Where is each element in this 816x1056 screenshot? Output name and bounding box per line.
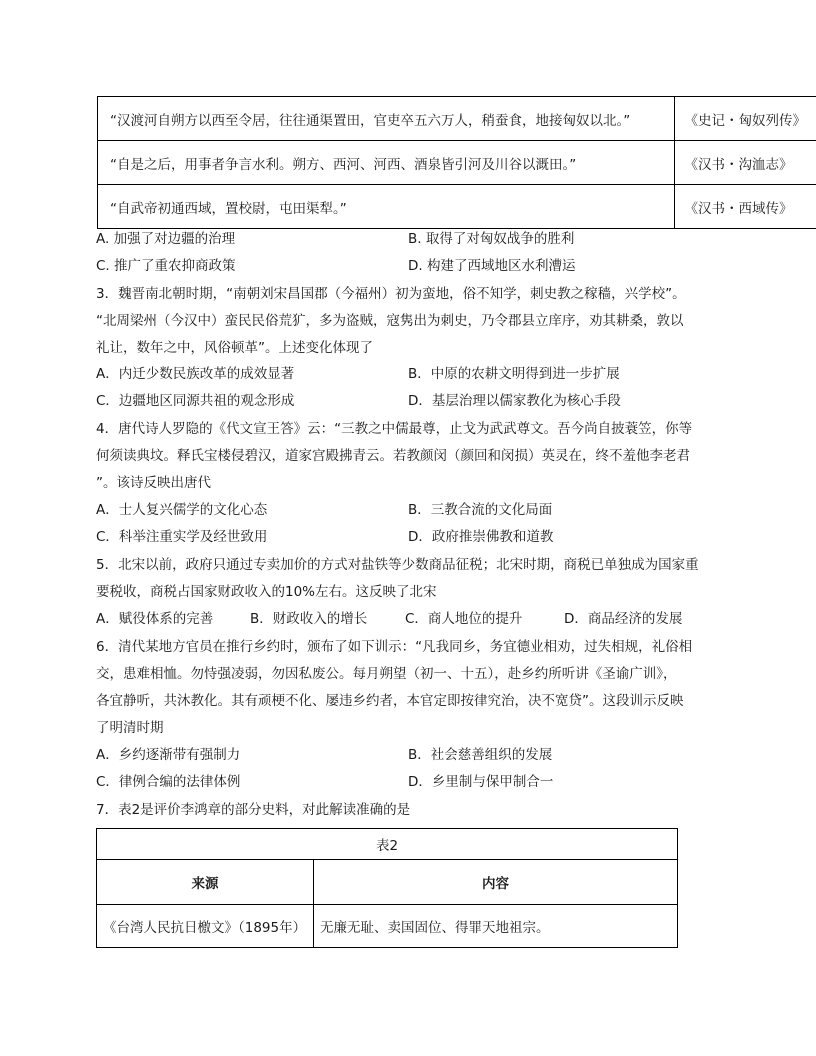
table-row xyxy=(97,905,678,948)
q3-stem-line: “北周梁州（今汉中）蛮民民俗荒犷，多为盗贼，寇隽出为刺史，乃令郡县立庠序，劝其耕桑，敦以 xyxy=(96,313,684,329)
q4-stem-line: 何须读典坟。释氏宝楼侵碧汉，道家宫殿拂青云。若教颜闵（颜回和闵损）英灵在，终不羞他李老君 xyxy=(96,448,690,464)
header-content: 内容 xyxy=(314,860,678,905)
source-cell: 《史记・匈奴列传》 xyxy=(674,97,816,141)
q6-stem-line: 各宜静听，共沐教化。其有顽梗不化、屡违乡约者，本官定即按律究治，决不宽贷”。这段训示反映 xyxy=(96,693,684,709)
source-cell: 《汉书・沟洫志》 xyxy=(674,141,816,185)
q5-option-d: D．商品经济的发展 xyxy=(564,611,683,627)
q3-stem-line: 礼让，数年之中，风俗顿革”。上述变化体现了 xyxy=(96,340,373,356)
q5-option-b: B．财政收入的增长 xyxy=(250,611,368,627)
quote-table xyxy=(97,96,816,229)
q5-stem-line: 5．北宋以前，政府只通过专卖加价的方式对盐铁等少数商品征税；北宋时期，商税已单独成为国家重 xyxy=(96,557,699,573)
q4-option-c: C．科举注重实学及经世致用 xyxy=(96,529,268,545)
q6-stem-line: 了明清时期 xyxy=(96,720,164,736)
q7-stem: 7．表2是评价李鸿章的部分史料，对此解读准确的是 xyxy=(96,802,411,818)
quote-cell: “自武帝初通西域，置校尉，屯田渠犁。” xyxy=(98,185,675,229)
table-row xyxy=(98,141,816,185)
q4-option-d: D．政府推崇佛教和道教 xyxy=(408,529,554,545)
table-row xyxy=(98,97,816,141)
q2-option-d: D. 构建了西域地区水利漕运 xyxy=(408,258,576,274)
q3-option-c: C．边疆地区同源共祖的观念形成 xyxy=(96,393,295,409)
q6-stem-line: 6．清代某地方官员在推行乡约时，颁布了如下训示：“凡我同乡，务宜德业相劝，过失相规，礼俗相 xyxy=(96,639,693,655)
table-row xyxy=(98,185,816,229)
q4-stem-line: ”。该诗反映出唐代 xyxy=(96,475,211,491)
row-source: 《台湾人民抗日檄文》（1895年） xyxy=(97,905,314,948)
q5-stem-line: 要税收，商税占国家财政收入的10%左右。这反映了北宋 xyxy=(96,584,437,600)
table-caption: 表2 xyxy=(97,829,678,860)
quote-cell: “汉渡河自朔方以西至令居，往往通渠置田，官吏卒五六万人，稍蚕食，地接匈奴以北。” xyxy=(98,97,675,141)
q4-option-a: A．士人复兴儒学的文化心态 xyxy=(96,502,268,518)
q2-option-c: C. 推广了重农抑商政策 xyxy=(96,258,236,274)
q4-option-b: B．三教合流的文化局面 xyxy=(408,502,553,518)
q6-option-b: B．社会慈善组织的发展 xyxy=(408,747,553,763)
header-source: 来源 xyxy=(97,860,314,905)
table-header-row xyxy=(97,860,678,905)
q6-option-a: A．乡约逐渐带有强制力 xyxy=(96,747,241,763)
q2-option-b: B. 取得了对匈奴战争的胜利 xyxy=(408,231,575,247)
q5-option-a: A．赋役体系的完善 xyxy=(96,611,214,627)
q6-stem-line: 交，患难相恤。勿恃强凌弱，勿因私废公。每月朔望（初一、十五），赴乡约所听讲《圣谕广训》， xyxy=(96,666,677,682)
q3-option-b: B．中原的农耕文明得到进一步扩展 xyxy=(408,366,620,382)
row-content: 无廉无耻、卖国固位、得罪天地祖宗。 xyxy=(314,905,678,948)
table-2 xyxy=(96,828,678,948)
quote-cell: “自是之后，用事者争言水利。朔方、西河、河西、酒泉皆引河及川谷以溉田。” xyxy=(98,141,675,185)
q5-option-c: C．商人地位的提升 xyxy=(405,611,523,627)
q3-option-d: D．基层治理以儒家教化为核心手段 xyxy=(408,393,621,409)
q4-stem-line: 4．唐代诗人罗隐的《代文宣王答》云：“三教之中儒最尊，止戈为武武尊文。吾今尚自披蓑笠，你等 xyxy=(96,421,693,437)
q3-option-a: A．内迁少数民族改革的成效显著 xyxy=(96,366,295,382)
source-cell: 《汉书・西域传》 xyxy=(674,185,816,229)
q6-option-c: C．律例合编的法律体例 xyxy=(96,774,241,790)
q2-option-a: A. 加强了对边疆的治理 xyxy=(96,231,236,247)
q6-option-d: D．乡里制与保甲制合一 xyxy=(408,774,554,790)
q3-stem-line: 3．魏晋南北朝时期，“南朝刘宋昌国郡（今福州）初为蛮地，俗不知学，刺史教之稼穑，兴学校”。 xyxy=(96,286,686,302)
